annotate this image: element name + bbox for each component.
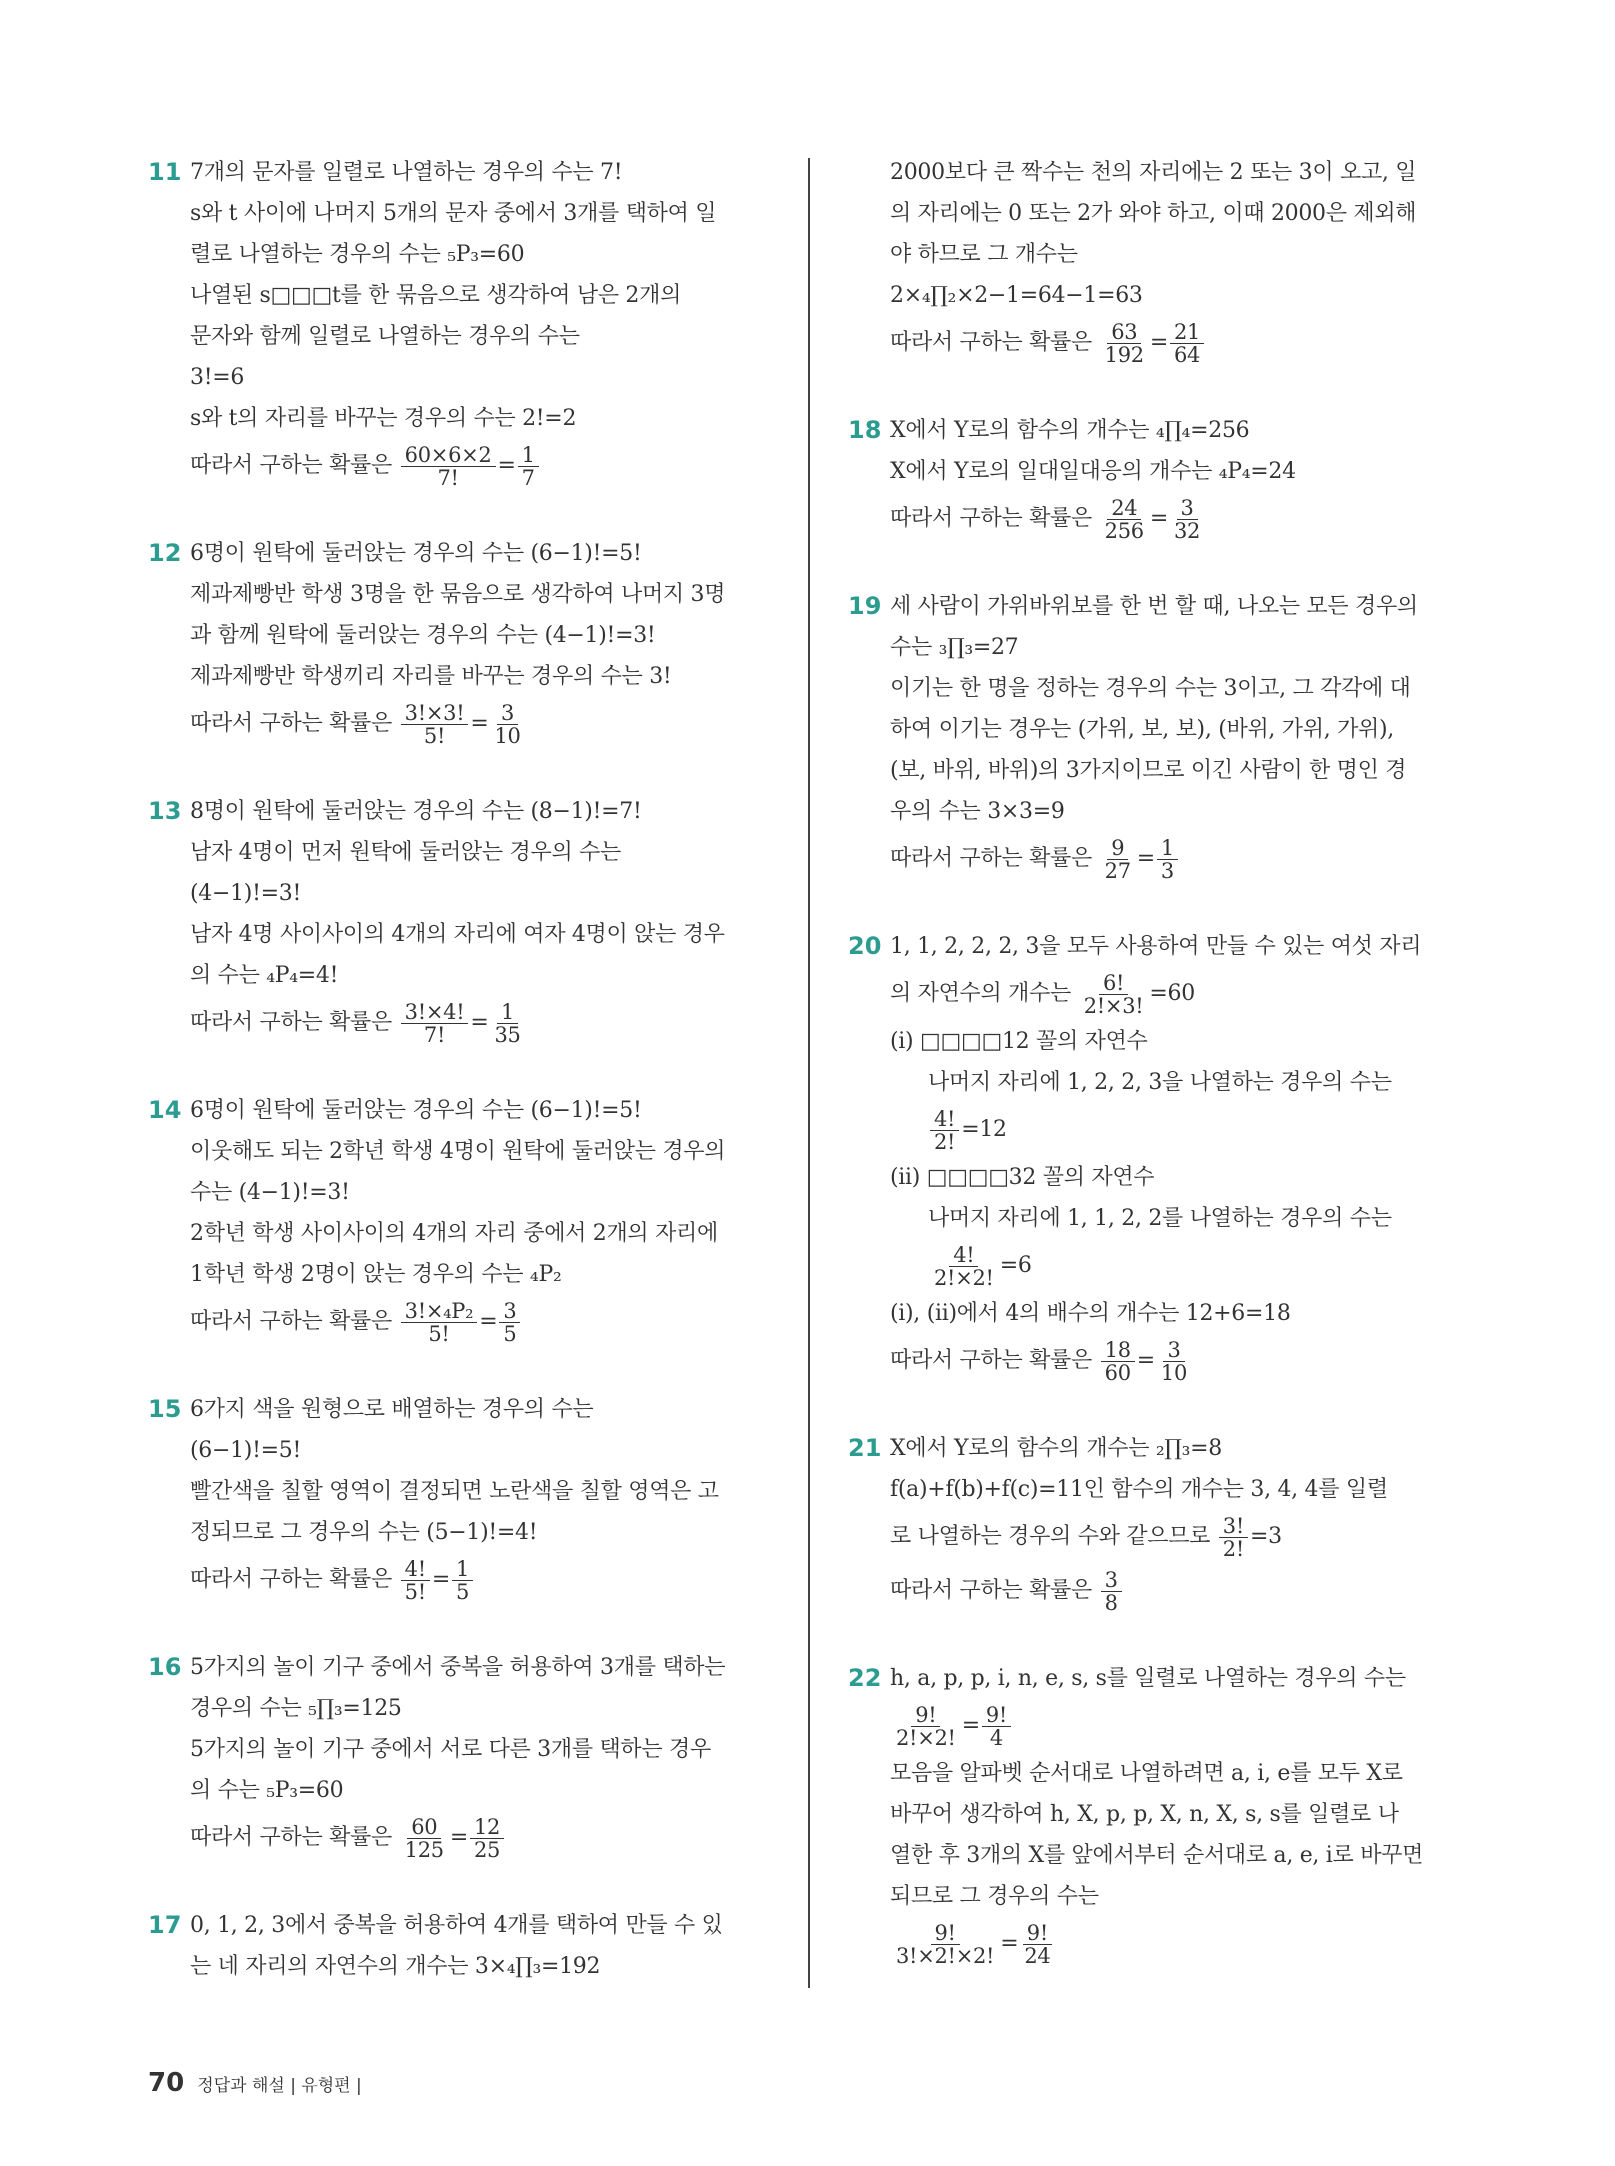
fraction-numerator: 9! — [982, 1704, 1011, 1727]
equals-sign: = — [1136, 846, 1155, 871]
line-text: 7개의 문자를 일렬로 나열하는 경우의 수는 7! — [190, 160, 623, 185]
problem-15 — [148, 1389, 788, 1607]
fraction-numerator: 1 — [1157, 837, 1178, 860]
line-text: 제과제빵반 학생 3명을 한 묶음으로 생각하여 나머지 3명 — [190, 582, 726, 607]
solution-line — [890, 1469, 1488, 1510]
line-text: 5가지의 놀이 기구 중에서 서로 다른 3개를 택하는 경우 — [190, 1737, 711, 1762]
fraction-denominator: 5! — [404, 1579, 426, 1604]
fraction-numerator: 9! — [1023, 1922, 1052, 1945]
problem-22 — [848, 1658, 1488, 1971]
solution-line — [890, 709, 1488, 750]
equals-sign: = — [961, 1713, 980, 1738]
fraction — [1101, 1339, 1135, 1384]
line-text: 제과제빵반 학생끼리 자리를 바꾸는 경우의 수는 3! — [190, 664, 672, 689]
equals-sign: = — [497, 453, 516, 478]
solution-line — [890, 1198, 1488, 1239]
fraction-denominator: 2!×2! — [896, 1725, 956, 1750]
line-text: 바꾸어 생각하여 h, X, p, p, X, n, X, s, s를 일렬로 나 — [890, 1802, 1399, 1827]
equals-sign: = — [431, 1567, 450, 1592]
fraction-numerator: 3!×3! — [401, 702, 469, 725]
solution-line — [190, 832, 788, 873]
fraction — [930, 1108, 959, 1153]
line-text: 나머지 자리에 1, 2, 2, 3을 나열하는 경우의 수는 — [928, 1070, 1392, 1095]
line-text: 6명이 원탁에 둘러앉는 경우의 수는 (6−1)!=5! — [190, 1098, 642, 1123]
line-text: 따라서 구하는 확률은 — [890, 506, 1099, 531]
fraction-denominator: 2! — [934, 1129, 956, 1154]
problem-12 — [148, 533, 788, 751]
solution-line — [890, 1564, 1488, 1618]
solution-line — [890, 234, 1488, 275]
solution-line — [190, 615, 788, 656]
line-text: 따라서 구하는 확률은 — [190, 1567, 399, 1592]
solution-line — [190, 1389, 788, 1430]
solution-line — [890, 1794, 1488, 1835]
solution-line — [890, 1876, 1488, 1917]
line-tail: =3 — [1250, 1524, 1282, 1549]
solution-line — [190, 791, 788, 832]
line-text: 따라서 구하는 확률은 — [190, 1010, 399, 1035]
page-footer — [148, 2068, 362, 2098]
line-text: 문자와 함께 일렬로 나열하는 경우의 수는 — [190, 324, 580, 349]
fraction — [401, 702, 469, 747]
line-text: 1학년 학생 2명이 앉는 경우의 수는 ₄P₂ — [190, 1262, 562, 1287]
fraction — [1101, 837, 1135, 882]
line-text: 는 네 자리의 자연수의 개수는 3×₄∏₃=192 — [190, 1954, 601, 1979]
fraction — [892, 1922, 998, 1967]
fraction — [1101, 1569, 1122, 1614]
line-text: 따라서 구하는 확률은 — [890, 846, 1099, 871]
fraction — [401, 1816, 448, 1861]
line-text: (i) □□□□12 꼴의 자연수 — [890, 1029, 1148, 1054]
equals-sign: = — [449, 1825, 468, 1850]
problem-number: 18 — [848, 416, 882, 444]
solution-line — [190, 1553, 788, 1607]
fraction-numerator: 3!×₄P₂ — [401, 1300, 478, 1323]
solution-line — [190, 1946, 788, 1987]
fraction-denominator: 7! — [437, 465, 459, 490]
line-text: 의 자리에는 0 또는 2가 와야 하고, 이때 2000은 제외해 — [890, 201, 1417, 226]
fraction-denominator: 10 — [1160, 1360, 1188, 1385]
fraction-numerator: 12 — [470, 1816, 504, 1839]
problem-number: 21 — [848, 1434, 882, 1462]
line-text: 수는 ₃∏₃=27 — [890, 635, 1019, 660]
line-text: 하여 이기는 경우는 (가위, 보, 보), (바위, 가위, 가위), — [890, 717, 1394, 742]
footer-section: 정답과 해설 | 유형편 | — [197, 2076, 362, 2096]
solution-line — [190, 914, 788, 955]
solution-line — [890, 668, 1488, 709]
problem-19 — [848, 586, 1488, 886]
solution-line — [890, 1334, 1488, 1388]
equals-sign: = — [1000, 1931, 1019, 1956]
fraction-denominator: 5 — [456, 1579, 470, 1604]
solution-line — [890, 1157, 1488, 1198]
fraction — [930, 1244, 998, 1289]
fraction-denominator: 35 — [494, 1022, 521, 1047]
fraction-numerator: 3 — [1101, 1569, 1122, 1592]
solution-line — [890, 1917, 1488, 1971]
line-text: (i), (ii)에서 4의 배수의 개수는 12+6=18 — [890, 1301, 1291, 1326]
line-text: s와 t의 자리를 바꾸는 경우의 수는 2!=2 — [190, 406, 577, 431]
line-text: 의 자연수의 개수는 — [890, 981, 1078, 1006]
line-text: 야 하므로 그 개수는 — [890, 242, 1078, 267]
solution-line — [190, 1770, 788, 1811]
line-text: 따라서 구하는 확률은 — [890, 330, 1099, 355]
solution-line — [890, 193, 1488, 234]
fraction-denominator: 125 — [404, 1837, 444, 1862]
solution-line — [190, 316, 788, 357]
problem-11 — [148, 152, 788, 493]
problem-number: 20 — [848, 932, 882, 960]
solution-line — [190, 955, 788, 996]
problem-cont — [848, 152, 1488, 370]
line-text: f(a)+f(b)+f(c)=11인 함수의 개수는 3, 4, 4를 일렬 — [890, 1477, 1388, 1502]
line-text: 1, 1, 2, 2, 2, 3을 모두 사용하여 만들 수 있는 여섯 자리 — [890, 934, 1422, 959]
solution-line — [890, 1239, 1488, 1293]
line-text: X에서 Y로의 일대일대응의 개수는 ₄P₄=24 — [890, 459, 1296, 484]
fraction — [1219, 1515, 1248, 1560]
problem-16 — [148, 1647, 788, 1865]
solution-line — [890, 586, 1488, 627]
fraction — [1157, 837, 1178, 882]
line-text: 경우의 수는 ₅∏₃=125 — [190, 1696, 402, 1721]
line-tail: =6 — [999, 1253, 1032, 1278]
fraction-numerator: 6! — [1099, 972, 1128, 995]
left-column — [148, 152, 788, 2027]
fraction — [1157, 1339, 1191, 1384]
problem-14 — [148, 1090, 788, 1349]
line-text: 나열된 s□□□t를 한 묶음으로 생각하여 남은 2개의 — [190, 283, 682, 308]
solution-line — [190, 398, 788, 439]
solution-line — [190, 1729, 788, 1770]
fraction-numerator: 24 — [1107, 497, 1141, 520]
line-text: 6가지 색을 원형으로 배열하는 경우의 수는 — [190, 1397, 594, 1422]
equals-sign: = — [470, 1010, 489, 1035]
equals-sign: = — [1136, 1348, 1155, 1373]
line-text: (ii) □□□□32 꼴의 자연수 — [890, 1165, 1155, 1190]
solution-line — [890, 1658, 1488, 1699]
line-text: X에서 Y로의 함수의 개수는 ₂∏₃=8 — [890, 1436, 1222, 1461]
fraction — [491, 1001, 525, 1046]
fraction-denominator: 8 — [1104, 1590, 1118, 1615]
fraction — [401, 1558, 430, 1603]
line-text: 되므로 그 경우의 수는 — [890, 1884, 1099, 1909]
fraction-numerator: 21 — [1170, 321, 1204, 344]
fraction — [518, 444, 539, 489]
problem-18 — [848, 410, 1488, 546]
solution-line — [890, 316, 1488, 370]
line-text: 렬로 나열하는 경우의 수는 ₅P₃=60 — [190, 242, 525, 267]
problem-number: 12 — [148, 539, 182, 567]
problem-20 — [848, 926, 1488, 1388]
fraction-numerator: 3 — [1177, 497, 1198, 520]
problem-number: 11 — [148, 158, 182, 186]
line-text: 로 나열하는 경우의 수와 같으므로 — [890, 1524, 1217, 1549]
fraction — [1170, 497, 1204, 542]
line-text: 우의 수는 3×3=9 — [890, 799, 1065, 824]
fraction-denominator: 3 — [1160, 858, 1174, 883]
solution-line — [190, 234, 788, 275]
solution-line — [890, 926, 1488, 967]
line-text: 5가지의 놀이 기구 중에서 중복을 허용하여 3개를 택하는 — [190, 1655, 726, 1680]
fraction-denominator: 3!×2!×2! — [896, 1943, 995, 1968]
fraction-numerator: 9! — [931, 1922, 960, 1945]
line-text: 의 수는 ₅P₃=60 — [190, 1778, 344, 1803]
solution-line — [890, 1510, 1488, 1564]
fraction-denominator: 4 — [989, 1725, 1003, 1750]
line-text: 6명이 원탁에 둘러앉는 경우의 수는 (6−1)!=5! — [190, 541, 642, 566]
problem-number: 16 — [148, 1653, 182, 1681]
fraction — [491, 702, 525, 747]
solution-line — [190, 1811, 788, 1865]
line-text: 과 함께 원탁에 둘러앉는 경우의 수는 (4−1)!=3! — [190, 623, 656, 648]
line-text: 따라서 구하는 확률은 — [890, 1578, 1099, 1603]
solution-line — [190, 533, 788, 574]
solution-line — [190, 1295, 788, 1349]
line-text: 열한 후 3개의 X를 앞에서부터 순서대로 a, e, i로 바꾸면 — [890, 1843, 1424, 1868]
fraction-denominator: 2! — [1222, 1536, 1244, 1561]
fraction-numerator: 3! — [1219, 1515, 1248, 1538]
solution-line — [890, 832, 1488, 886]
fraction-numerator: 9! — [911, 1704, 940, 1727]
line-text: 2000보다 큰 짝수는 천의 자리에는 2 또는 3이 오고, 일 — [890, 160, 1417, 185]
fraction-denominator: 64 — [1173, 342, 1201, 367]
fraction-denominator: 192 — [1104, 342, 1144, 367]
solution-line — [190, 1905, 788, 1946]
fraction-denominator: 256 — [1104, 518, 1144, 543]
solution-line — [190, 996, 788, 1050]
right-column — [848, 152, 1488, 2011]
fraction-numerator: 3 — [1163, 1339, 1184, 1362]
fraction-numerator: 4! — [930, 1108, 959, 1131]
fraction-denominator: 2!×3! — [1083, 993, 1144, 1018]
fraction-numerator: 9 — [1107, 837, 1128, 860]
fraction — [1101, 321, 1148, 366]
line-text: 따라서 구하는 확률은 — [190, 453, 399, 478]
solution-line — [890, 1021, 1488, 1062]
solution-line — [890, 967, 1488, 1021]
solution-line — [190, 357, 788, 398]
fraction — [1101, 497, 1148, 542]
fraction — [1020, 1922, 1054, 1967]
problem-number: 17 — [148, 1911, 182, 1939]
page-number: 70 — [148, 2068, 185, 2098]
fraction — [401, 1300, 478, 1345]
equals-sign: = — [470, 711, 489, 736]
solution-line — [890, 791, 1488, 832]
fraction-numerator: 1 — [452, 1558, 473, 1581]
fraction-denominator: 10 — [494, 723, 521, 748]
solution-line — [890, 152, 1488, 193]
solution-line — [890, 410, 1488, 451]
line-text: 3!=6 — [190, 365, 245, 390]
fraction-denominator: 7 — [521, 465, 535, 490]
problem-number: 14 — [148, 1096, 182, 1124]
line-text: 따라서 구하는 확률은 — [890, 1348, 1099, 1373]
line-text: 이기는 한 명을 정하는 경우의 수는 3이고, 그 각각에 대 — [890, 676, 1411, 701]
fraction-numerator: 60 — [407, 1816, 441, 1839]
solution-line — [890, 1753, 1488, 1794]
problem-13 — [148, 791, 788, 1050]
equals-sign: = — [1149, 330, 1168, 355]
solution-line — [890, 1103, 1488, 1157]
line-text: X에서 Y로의 함수의 개수는 ₄∏₄=256 — [890, 418, 1250, 443]
fraction-denominator: 27 — [1104, 858, 1131, 883]
fraction — [401, 1001, 469, 1046]
fraction-denominator: 25 — [473, 1837, 501, 1862]
line-text: (보, 바위, 바위)의 3가지이므로 이긴 사람이 한 명인 경 — [890, 758, 1407, 783]
solution-line — [890, 1293, 1488, 1334]
fraction-denominator: 5! — [428, 1321, 450, 1346]
line-text: 남자 4명 사이사이의 4개의 자리에 여자 4명이 앉는 경우 — [190, 922, 725, 947]
fraction-numerator: 1 — [497, 1001, 518, 1024]
fraction-numerator: 60×6×2 — [401, 444, 496, 467]
fraction-numerator: 18 — [1101, 1339, 1135, 1362]
problem-number: 15 — [148, 1395, 182, 1423]
solution-line — [190, 1172, 788, 1213]
solution-line — [890, 1699, 1488, 1753]
line-text: 0, 1, 2, 3에서 중복을 허용하여 4개를 택하여 만들 수 있 — [190, 1913, 723, 1938]
fraction-numerator: 63 — [1107, 321, 1141, 344]
solution-line — [190, 1213, 788, 1254]
solution-line — [890, 1835, 1488, 1876]
fraction-denominator: 32 — [1173, 518, 1201, 543]
fraction — [401, 444, 496, 489]
solution-line — [890, 1062, 1488, 1103]
line-text: 따라서 구하는 확률은 — [190, 1309, 399, 1334]
line-text: 2학년 학생 사이사이의 4개의 자리 중에서 2개의 자리에 — [190, 1221, 718, 1246]
fraction-numerator: 3 — [497, 702, 518, 725]
line-text: 이웃해도 되는 2학년 학생 4명이 원탁에 둘러앉는 경우의 — [190, 1139, 726, 1164]
line-tail: =12 — [961, 1117, 1007, 1142]
solution-line — [890, 627, 1488, 668]
solution-line — [190, 193, 788, 234]
fraction — [452, 1558, 473, 1603]
line-text: h, a, p, p, i, n, e, s, s를 일렬로 나열하는 경우의 수는 — [890, 1666, 1406, 1691]
solution-line — [890, 275, 1488, 316]
line-text: 8명이 원탁에 둘러앉는 경우의 수는 (8−1)!=7! — [190, 799, 642, 824]
solution-line — [190, 1131, 788, 1172]
solution-line — [190, 1647, 788, 1688]
solution-line — [190, 152, 788, 193]
line-text: 나머지 자리에 1, 1, 2, 2를 나열하는 경우의 수는 — [928, 1206, 1392, 1231]
fraction — [470, 1816, 504, 1861]
problem-21 — [848, 1428, 1488, 1618]
line-text: 정되므로 그 경우의 수는 (5−1)!=4! — [190, 1520, 538, 1545]
line-text: 따라서 구하는 확률은 — [190, 1825, 399, 1850]
solution-line — [190, 1090, 788, 1131]
line-text: 모음을 알파벳 순서대로 나열하려면 a, i, e를 모두 X로 — [890, 1761, 1403, 1786]
line-text: 2×₄∏₂×2−1=64−1=63 — [890, 283, 1143, 308]
solution-line — [190, 697, 788, 751]
solution-line — [190, 574, 788, 615]
fraction-denominator: 2!×2! — [934, 1265, 994, 1290]
line-tail: =60 — [1149, 981, 1195, 1006]
line-text: 세 사람이 가위바위보를 한 번 할 때, 나오는 모든 경우의 — [890, 594, 1418, 619]
solution-line — [190, 275, 788, 316]
fraction — [982, 1704, 1011, 1749]
fraction-denominator: 7! — [423, 1022, 446, 1047]
solution-line — [190, 1430, 788, 1471]
equals-sign: = — [479, 1309, 498, 1334]
fraction-numerator: 4! — [949, 1244, 978, 1267]
fraction — [499, 1300, 520, 1345]
fraction-numerator: 1 — [518, 444, 539, 467]
fraction-numerator: 4! — [401, 1558, 430, 1581]
solution-line — [190, 1512, 788, 1553]
solution-line — [190, 1254, 788, 1295]
line-text: 남자 4명이 먼저 원탁에 둘러앉는 경우의 수는 — [190, 840, 621, 865]
fraction-denominator: 5! — [423, 723, 446, 748]
problem-number: 19 — [848, 592, 882, 620]
column-divider — [808, 158, 810, 1988]
line-text: 따라서 구하는 확률은 — [190, 711, 399, 736]
solution-line — [890, 1428, 1488, 1469]
solution-line — [190, 1688, 788, 1729]
problem-17 — [148, 1905, 788, 1987]
fraction — [892, 1704, 960, 1749]
solution-line — [890, 492, 1488, 546]
solution-line — [890, 750, 1488, 791]
fraction — [1080, 972, 1148, 1017]
solution-line — [190, 439, 788, 493]
problem-number: 22 — [848, 1664, 882, 1692]
line-text: 수는 (4−1)!=3! — [190, 1180, 350, 1205]
solution-line — [190, 1471, 788, 1512]
fraction-numerator: 3!×4! — [401, 1001, 469, 1024]
problem-number: 13 — [148, 797, 182, 825]
fraction-numerator: 3 — [499, 1300, 520, 1323]
line-text: 의 수는 ₄P₄=4! — [190, 963, 339, 988]
line-text: s와 t 사이에 나머지 5개의 문자 중에서 3개를 택하여 일 — [190, 201, 717, 226]
fraction-denominator: 24 — [1024, 1943, 1051, 1968]
line-text: 빨간색을 칠할 영역이 결정되면 노란색을 칠할 영역은 고 — [190, 1479, 719, 1504]
equals-sign: = — [1149, 506, 1168, 531]
fraction — [1170, 321, 1204, 366]
fraction-denominator: 5 — [503, 1321, 517, 1346]
solution-line — [190, 656, 788, 697]
solution-line — [890, 451, 1488, 492]
solution-line — [190, 873, 788, 914]
line-text: (6−1)!=5! — [190, 1438, 302, 1463]
line-text: (4−1)!=3! — [190, 881, 302, 906]
fraction-denominator: 60 — [1104, 1360, 1131, 1385]
